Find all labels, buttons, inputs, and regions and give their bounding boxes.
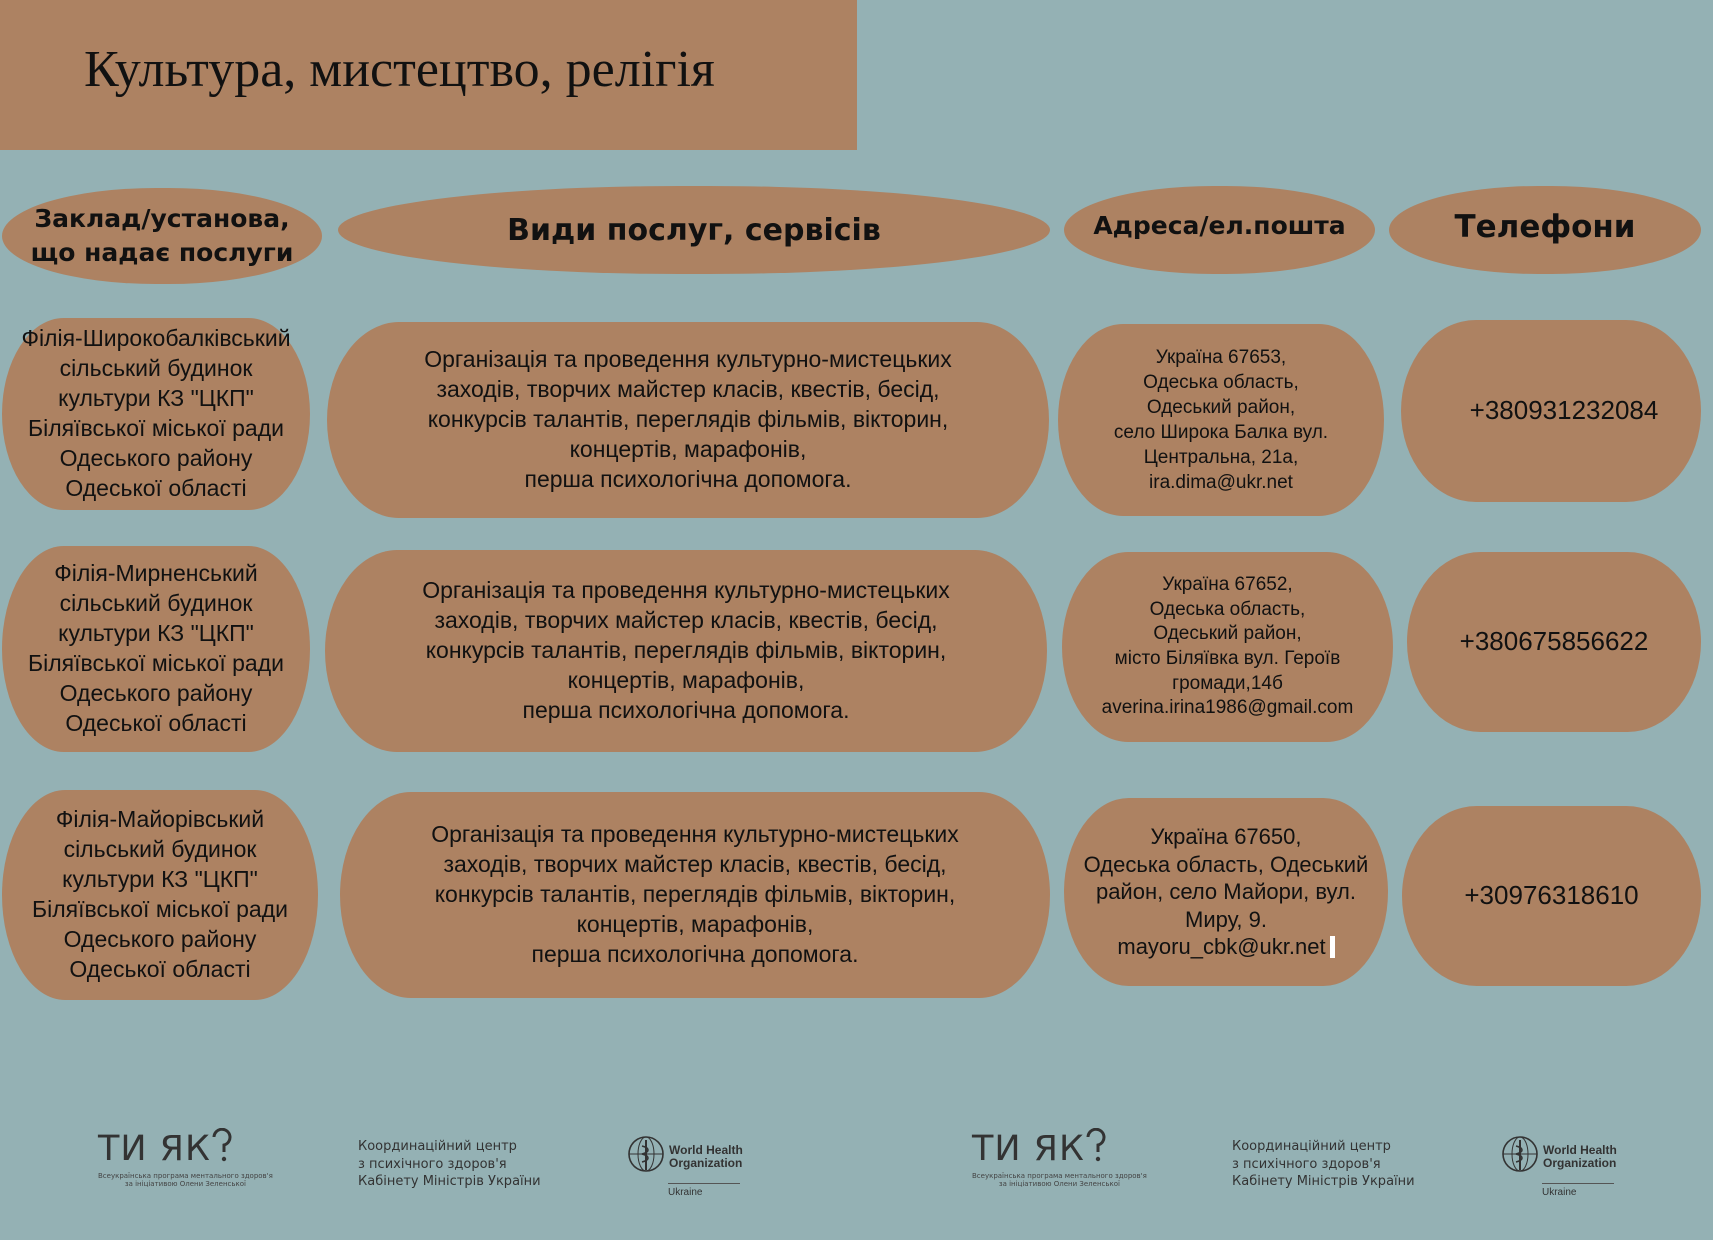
who-logo	[626, 1134, 743, 1204]
email-link[interactable]: mayoru_cbk@ukr.net	[1117, 934, 1326, 960]
row1-address	[1058, 324, 1384, 516]
address-line: Україна 67653,	[1155, 346, 1287, 368]
institution-line: Одеського району	[59, 679, 253, 706]
institution-line: Філія-Мирненський	[54, 560, 258, 587]
institution-line: культури КЗ "ЦКП"	[58, 385, 254, 412]
address-line: Україна 67652,	[1162, 573, 1293, 595]
tiyak-sub-line: Всеукраїнська програма ментального здоров'я	[972, 1172, 1147, 1180]
services-line: Організація та проведення культурно-мистецьких	[431, 821, 959, 848]
row1-services	[327, 322, 1049, 518]
services-line: концертів, марафонів,	[569, 435, 807, 462]
services-line: заходів, творчих майстер класів, квестів, бесід,	[436, 376, 940, 403]
row2-phone	[1407, 552, 1701, 732]
services-line: конкурсів талантів, переглядів фільмів, вікторин,	[434, 881, 956, 908]
coordination-center-logo	[358, 1138, 541, 1208]
phone-number[interactable]: +30976318610	[1464, 880, 1639, 911]
row3-address	[1064, 798, 1388, 986]
who-name-line: Organization	[669, 1155, 743, 1170]
tiyak-logo	[972, 1128, 1147, 1198]
who-name-line: World Health	[669, 1142, 743, 1157]
who-name-line: World Health	[1543, 1142, 1617, 1157]
text-cursor	[1330, 936, 1335, 958]
services-line: перша психологічна допомога.	[524, 465, 852, 492]
services-line: перша психологічна допомога.	[522, 696, 850, 723]
address-line: Україна 67650,	[1150, 824, 1302, 850]
who-logo	[1500, 1134, 1617, 1204]
row2-institution	[2, 546, 310, 752]
address-line: Центральна, 21а,	[1143, 447, 1299, 469]
tiyak-logo-word: ТИ ЯК	[972, 1129, 1085, 1169]
header-services	[338, 186, 1050, 274]
row2-address	[1062, 552, 1393, 742]
row1-institution	[2, 318, 310, 510]
row3-services	[340, 792, 1050, 998]
email-link[interactable]: ira.dima@ukr.net	[1149, 472, 1293, 494]
header-phones	[1389, 186, 1701, 274]
institution-line: Філія-Широкобалківський	[21, 325, 291, 352]
institution-line: сільський будинок	[63, 836, 257, 863]
coordination-center-line: з психічного здоров'я	[1232, 1156, 1381, 1172]
header-address	[1064, 186, 1375, 274]
services-line: концертів, марафонів,	[576, 910, 814, 937]
address-line: Миру, 9.	[1185, 906, 1267, 932]
row3-phone	[1402, 806, 1701, 986]
address-line: Одеська область,	[1149, 598, 1306, 620]
address-line: Одеський район,	[1146, 396, 1296, 418]
address-line: село Широка Балка вул.	[1113, 422, 1329, 443]
row3-institution	[2, 790, 318, 1000]
institution-line: Одеського району	[63, 925, 257, 952]
coordination-center-line: Кабінету Міністрів України	[1232, 1174, 1415, 1190]
tiyak-logo	[98, 1128, 273, 1198]
institution-line: сільський будинок	[59, 355, 253, 382]
address-line: місто Біляївка вул. Героїв	[1114, 648, 1341, 669]
who-divider	[668, 1183, 740, 1184]
address-line: район, село Майори, вул.	[1095, 879, 1357, 905]
institution-line: Біляївської міської ради	[28, 415, 284, 441]
question-mark-icon	[211, 1128, 233, 1160]
question-mark-icon	[1085, 1128, 1107, 1160]
institution-line: Одеської області	[65, 474, 247, 501]
header-institution-line: Заклад/установа,	[34, 204, 290, 234]
address-line: Одеська область, Одеський	[1083, 851, 1369, 877]
tiyak-sub-line: за ініціативою Олени Зеленської	[124, 1179, 246, 1188]
services-line: концертів, марафонів,	[567, 666, 805, 693]
row2-services	[325, 550, 1047, 752]
tiyak-sub-line: за ініціативою Олени Зеленської	[998, 1179, 1120, 1188]
coordination-center-line: Кабінету Міністрів України	[358, 1174, 541, 1190]
header-address-label: Адреса/ел.пошта	[1093, 210, 1346, 240]
who-emblem-icon	[626, 1134, 666, 1179]
email-link[interactable]: averina.irina1986@gmail.com	[1101, 697, 1354, 719]
institution-line: сільський будинок	[59, 590, 253, 617]
page-title: Культура, мистецтво, релігія	[84, 41, 715, 98]
services-line: конкурсів талантів, переглядів фільмів, вікторин,	[427, 406, 949, 433]
header-phones-label: Телефони	[1454, 209, 1636, 245]
header-institution	[2, 188, 322, 284]
coordination-center-logo	[1232, 1138, 1415, 1208]
email-line	[1084, 933, 1369, 961]
coordination-center-line: Координаційний центр	[358, 1139, 517, 1154]
institution-line: культури КЗ "ЦКП"	[58, 620, 254, 647]
address-line: Одеський район,	[1153, 623, 1302, 645]
services-line: Організація та проведення культурно-мистецьких	[424, 346, 952, 373]
services-line: конкурсів талантів, переглядів фільмів, вікторин,	[425, 637, 947, 664]
phone-number[interactable]: +380675856622	[1459, 626, 1649, 657]
institution-line: Одеського району	[59, 444, 253, 471]
who-divider	[1542, 1183, 1614, 1184]
address-line: Одеська область,	[1143, 371, 1299, 393]
row1-phone	[1401, 320, 1701, 502]
who-country: Ukraine	[1542, 1187, 1577, 1198]
header-services-label: Види послуг, сервісів	[507, 212, 881, 248]
tiyak-sub-line: Всеукраїнська програма ментального здоров'я	[98, 1172, 273, 1180]
who-name-line: Organization	[1543, 1155, 1617, 1170]
institution-line: Одеської області	[69, 955, 251, 982]
tiyak-logo-word: ТИ ЯК	[98, 1129, 211, 1169]
who-emblem-icon	[1500, 1134, 1540, 1179]
institution-line: Біляївської міської ради	[28, 650, 284, 676]
services-line: перша психологічна допомога.	[531, 940, 859, 967]
who-country: Ukraine	[668, 1187, 703, 1198]
services-line: заходів, творчих майстер класів, квестів, бесід,	[434, 607, 938, 634]
coordination-center-line: з психічного здоров'я	[358, 1156, 507, 1172]
title-banner	[0, 0, 857, 150]
institution-line: Філія-Майорівський	[55, 806, 265, 833]
address-line: громади,14б	[1172, 672, 1283, 694]
services-line: заходів, творчих майстер класів, квестів, бесід,	[443, 851, 947, 878]
institution-line: культури КЗ "ЦКП"	[62, 866, 258, 893]
institution-line: Біляївської міської ради	[32, 896, 288, 922]
institution-line: Одеської області	[65, 709, 247, 736]
header-institution-line: що надає послуги	[30, 238, 294, 267]
coordination-center-line: Координаційний центр	[1232, 1139, 1391, 1154]
services-line: Організація та проведення культурно-мистецьких	[422, 577, 950, 604]
phone-number[interactable]: +380931232084	[1469, 395, 1659, 426]
